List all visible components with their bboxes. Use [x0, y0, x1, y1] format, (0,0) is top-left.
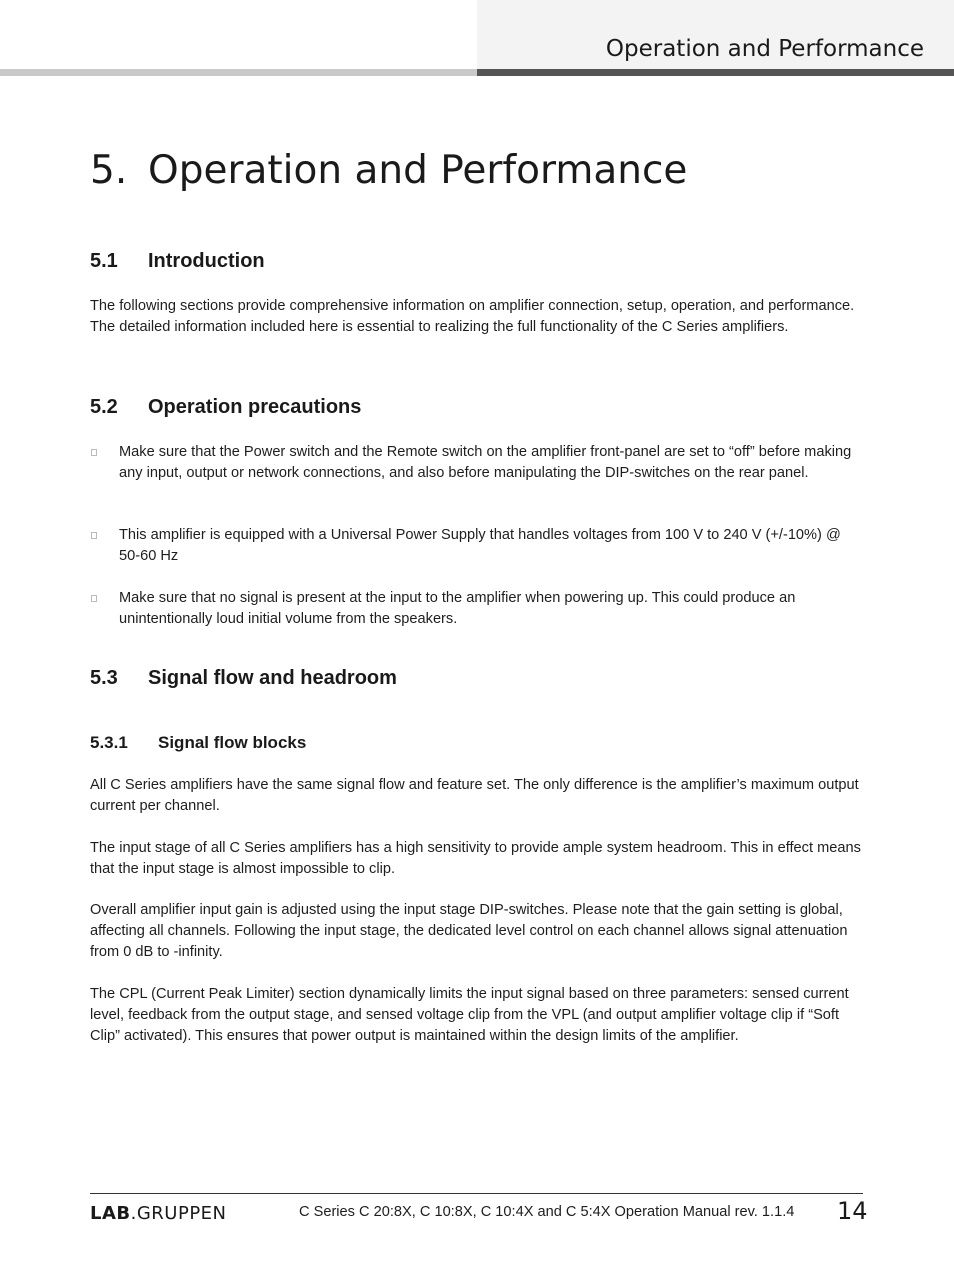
subsection-number: 5.3.1: [90, 733, 128, 752]
section-title: Signal flow and headroom: [148, 667, 397, 689]
signal-paragraph: The input stage of all C Series amplifiers has a high sensitivity to provide ample system headroom. This in effect means that the input stage is almost impossible to clip.: [90, 840, 861, 877]
chapter-title: Operation and Performance: [148, 148, 688, 193]
bullet-box-icon: [91, 449, 97, 456]
subsection-title: Signal flow blocks: [158, 733, 307, 752]
chapter-heading: [90, 148, 687, 193]
precaution-text: This amplifier is equipped with a Universal Power Supply that handles voltages from 100 V to 240 V (+/-10%) @ 50-60 Hz: [119, 527, 841, 564]
logo-gruppen: .GRUPPEN: [130, 1203, 227, 1224]
section-title: Introduction: [148, 250, 265, 272]
precaution-text: Make sure that the Power switch and the Remote switch on the amplifier front-panel are set to “off” before making any input, output or network connections, and also before manipulating the DIP-switches on the rear panel.: [119, 444, 852, 481]
bullet-box-icon: [91, 532, 97, 539]
precaution-item: [90, 442, 865, 484]
section-number: 5.3: [90, 667, 118, 689]
header-rule-left: [0, 69, 477, 76]
subsection-heading-signal-flow-blocks: [90, 733, 306, 753]
section-heading-signal-flow: [90, 667, 397, 690]
lab-gruppen-logo: [90, 1203, 227, 1224]
header-rule-right: [477, 69, 954, 76]
section-heading-introduction: [90, 250, 265, 273]
section-heading-precautions: [90, 396, 361, 419]
chapter-number: 5.: [90, 148, 128, 193]
logo-lab: LAB: [90, 1203, 131, 1224]
section-number: 5.2: [90, 396, 118, 418]
signal-paragraph: All C Series amplifiers have the same signal flow and feature set. The only difference is the amplifier’s maximum output current per channel.: [90, 777, 859, 814]
bullet-box-icon: [91, 595, 97, 602]
section-number: 5.1: [90, 250, 118, 272]
signal-paragraph: The CPL (Current Peak Limiter) section dynamically limits the input signal based on three parameters: sensed current level, feedback from the output stage, and sensed voltage clip from the VPL (and output amplifier voltage clip if “Soft Clip” activated). This ensures that power output is maintained within the design limits of the amplifier.: [90, 986, 849, 1044]
precaution-text: Make sure that no signal is present at the input to the amplifier when powering up. This could produce an unintentionally loud initial volume from the speakers.: [119, 590, 796, 627]
intro-paragraph: The following sections provide comprehensive information on amplifier connection, setup, operation, and performance. The detailed information included here is essential to realizing the full functionality of the C Series amplifiers.: [90, 298, 855, 335]
signal-paragraph: Overall amplifier input gain is adjusted using the input stage DIP-switches. Please note that the gain setting is global, affecting all channels. Following the input stage, the dedicated level control on each channel allows signal attenuation from 0 dB to -infinity.: [90, 902, 848, 960]
footer-manual-title: C Series C 20:8X, C 10:8X, C 10:4X and C 5:4X Operation Manual rev. 1.1.4: [299, 1204, 795, 1220]
page-number: 14: [837, 1197, 868, 1225]
footer-rule: [90, 1193, 863, 1194]
precaution-item: [90, 525, 865, 567]
precaution-item: [90, 588, 865, 630]
section-title: Operation precautions: [148, 396, 362, 418]
running-header-title: Operation and Performance: [605, 36, 924, 62]
